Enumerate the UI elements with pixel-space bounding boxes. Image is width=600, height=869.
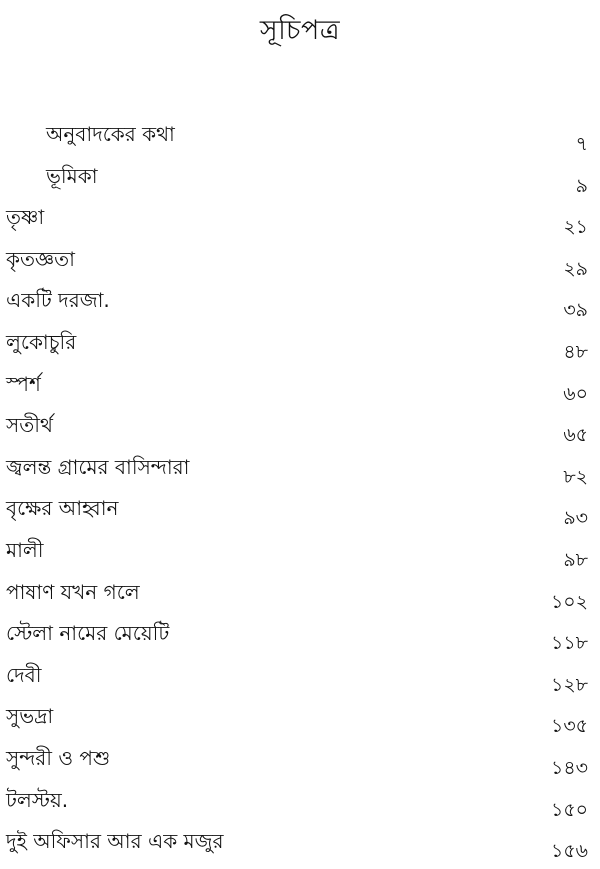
toc-entry-title: বৃক্ষের আহ্বান — [6, 496, 119, 521]
toc-entry-page: ১০২ — [550, 590, 588, 613]
toc-entry — [0, 698, 600, 740]
toc-entry-page: ৬৫ — [563, 424, 588, 447]
toc-entry-title: টলস্টয়. — [6, 787, 69, 812]
toc-entry-title: মালী — [6, 537, 44, 562]
toc-entry — [0, 615, 600, 657]
toc-entry — [0, 324, 600, 366]
toc-entry — [0, 532, 600, 574]
toc-entry-page: ৮২ — [563, 465, 588, 488]
toc-entry — [0, 782, 600, 824]
toc-entry — [0, 490, 600, 532]
toc-entry-title: ভূমিকা — [46, 163, 98, 188]
toc-entry — [0, 158, 600, 200]
toc-entry-title: জ্বলন্ত গ্রামের বাসিন্দারা — [6, 454, 190, 479]
toc-entry-title: সতীর্থ — [6, 413, 53, 438]
toc-entry — [0, 366, 600, 408]
toc-entry-title: সুভদ্রা — [6, 704, 54, 729]
toc-entry-page: ১২৮ — [550, 673, 588, 696]
toc-entry-title: দেবী — [6, 662, 42, 687]
toc-entry-page: ২৯ — [563, 257, 588, 280]
toc-entry — [0, 407, 600, 449]
toc-entry-title: লুকোচুরি — [6, 329, 77, 354]
toc-entry-page: ৯৩ — [563, 507, 588, 530]
toc-entry-title: দুই অফিসার আর এক মজুর — [6, 829, 224, 854]
toc-entry-title: স্পর্শ — [6, 371, 41, 396]
toc-entry — [0, 574, 600, 616]
toc-entry-page: ৯ — [575, 174, 588, 197]
page-title: সূচিপত্র — [259, 15, 341, 46]
toc-entry — [0, 657, 600, 699]
toc-entry — [0, 199, 600, 241]
toc-entry — [0, 740, 600, 782]
toc-entry-page: ১৫০ — [550, 798, 588, 821]
toc-entry-title: কৃতজ্ঞতা — [6, 246, 75, 271]
toc-entry-title: পাষাণ যখন গলে — [6, 579, 140, 604]
toc-entry-title: স্টেলা নামের মেয়েটি — [6, 621, 170, 646]
toc-entry-page: ২১ — [563, 216, 588, 239]
toc-entry-page: ৯৮ — [563, 548, 588, 571]
toc-entry — [0, 116, 600, 158]
toc-entry — [0, 823, 600, 865]
toc-entry-title: অনুবাদকের কথা — [46, 122, 175, 146]
toc-entry-page: ১৫৬ — [550, 840, 588, 863]
toc-entry-title: সুন্দরী ও পশু — [6, 745, 111, 770]
toc-entry-page: ১১৮ — [551, 632, 588, 655]
toc-entry-page: ৩৯ — [563, 299, 588, 322]
toc-entry-page: ১৩৫ — [550, 715, 588, 738]
toc-entry — [0, 449, 600, 491]
toc-entry-page: ১৪৩ — [550, 756, 588, 779]
toc-entry-title: একটি দরজা. — [6, 288, 110, 313]
toc-entry — [0, 282, 600, 324]
toc-entry-page: ৪৮ — [563, 340, 588, 363]
toc-entry-page: ৬০ — [563, 382, 588, 405]
toc-list — [0, 116, 600, 865]
toc-entry — [0, 241, 600, 283]
toc-entry-title: তৃষ্ণা — [6, 205, 45, 230]
toc-entry-page: ৭ — [575, 133, 588, 155]
